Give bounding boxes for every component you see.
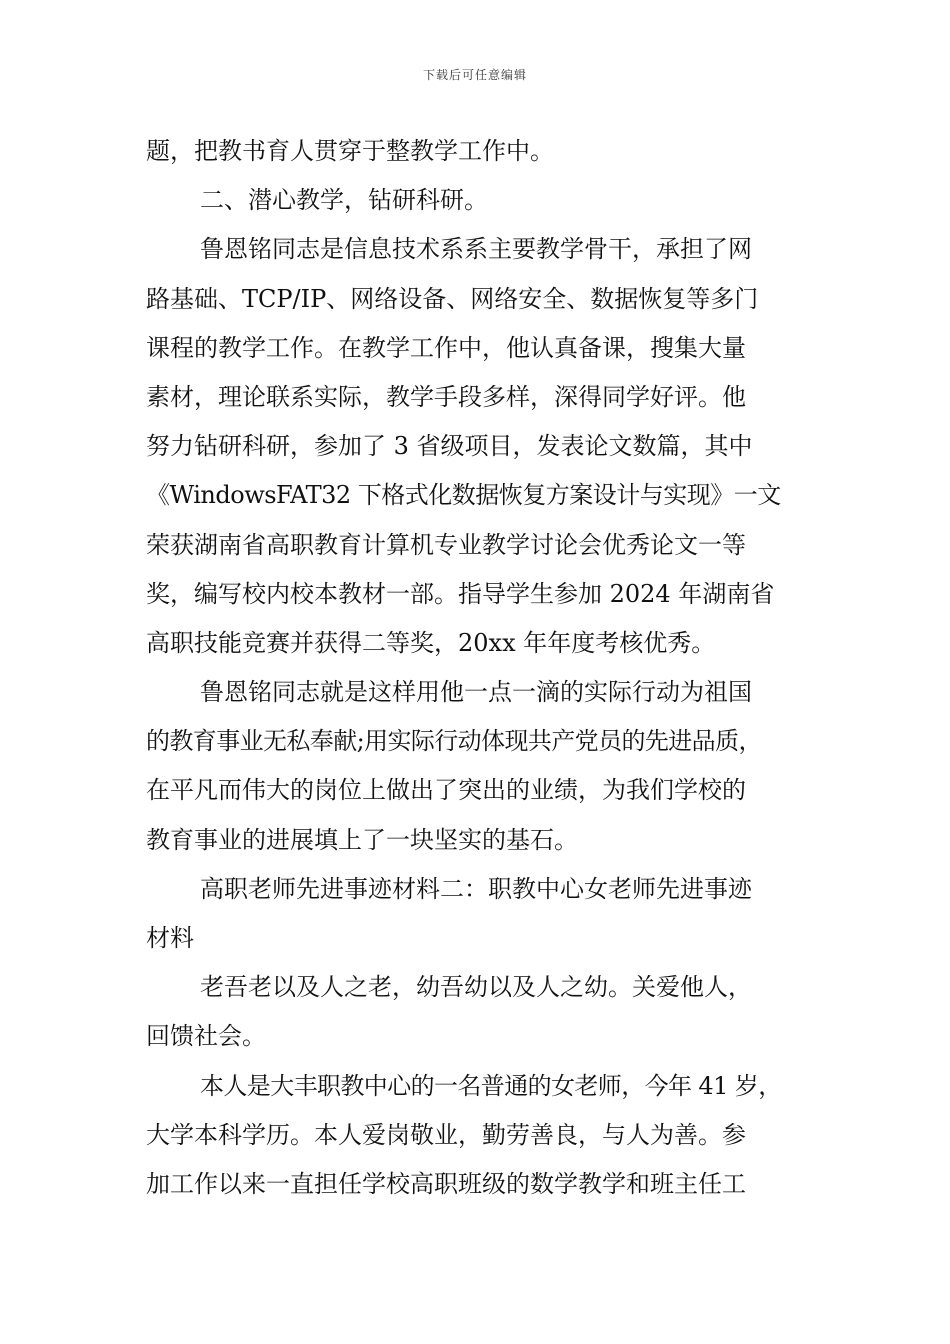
text-line: 本人是大丰职教中心的一名普通的女老师，今年 41 岁， [200,1071,782,1100]
text-line: 的教育事业无私奉献;用实际行动体现共产党员的先进品质， [146,727,762,756]
text-line: 在平凡而伟大的岗位上做出了突出的业绩，为我们学校的 [146,776,746,805]
text-line: 加工作以来一直担任学校高职班级的数学教学和班主任工 [146,1169,746,1198]
text-line: 鲁恩铭同志是信息技术系系主要教学骨干，承担了网 [200,235,752,264]
document-body [146,127,810,1209]
text-line: 教育事业的进展填上了一块坚实的基石。 [146,825,578,854]
text-line: 题，把教书育人贯穿于整教学工作中。 [146,137,554,165]
text-line: 大学本科学历。本人爱岗敬业，勤劳善良，与人为善。参 [146,1120,746,1149]
text-line: 《WindowsFAT32 下格式化数据恢复方案设计与实现》一文 [146,481,781,510]
text-line: 老吾老以及人之老，幼吾幼以及人之幼。关爱他人， [200,973,752,1002]
text-line: 回馈社会。 [146,1022,266,1051]
text-line: 素材，理论联系实际，教学手段多样，深得同学好评。他 [146,382,746,411]
text-line: 路基础、TCP/IP、网络设备、网络安全、数据恢复等多门 [146,284,759,313]
page-header: 下载后可任意编辑 [422,68,527,82]
text-line: 鲁恩铭同志就是这样用他一点一滴的实际行动为祖国 [200,678,752,707]
section-heading: 高职老师先进事迹材料二：职教中心女老师先进事迹 [200,874,752,903]
text-line: 奖，编写校内校本教材一部。指导学生参加 2024 年湖南省 [146,579,775,608]
section-heading-continued: 材料 [146,924,194,952]
text-line: 课程的教学工作。在教学工作中，他认真备课，搜集大量 [146,333,746,362]
text-line: 努力钻研科研，参加了 3 省级项目，发表论文数篇，其中 [146,432,753,461]
section-heading: 二、潜心教学，钻研科研。 [200,186,488,215]
text-line: 高职技能竞赛并获得二等奖，20xx 年年度考核优秀。 [146,628,716,657]
text-line: 荣获湖南省高职教育计算机专业教学讨论会优秀论文一等 [146,530,746,559]
